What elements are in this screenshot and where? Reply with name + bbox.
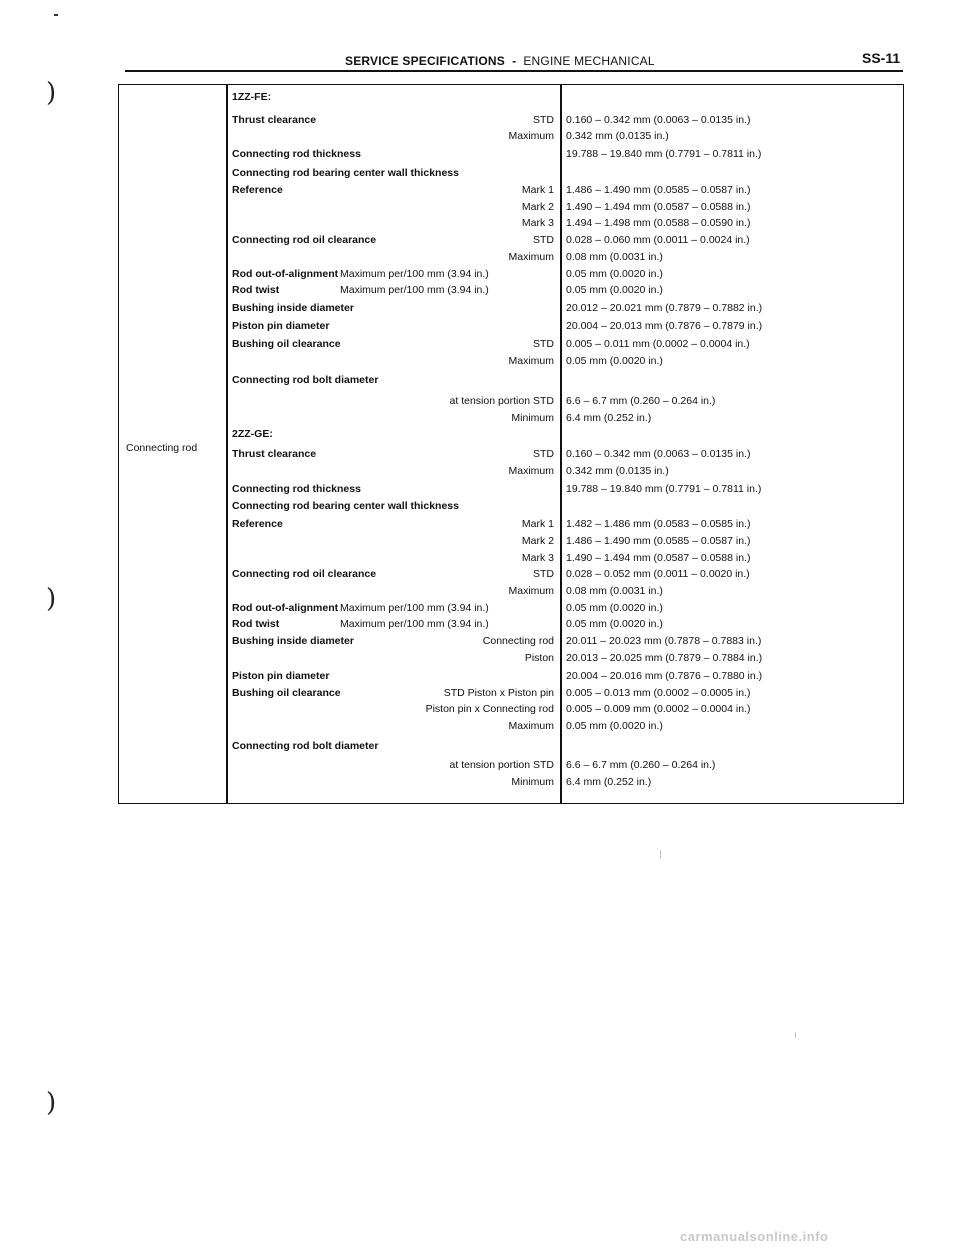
spec-row: [0, 184, 960, 198]
spec-row: [0, 395, 960, 409]
spec-qualifier: Maximum: [508, 585, 554, 597]
page-header-title: [345, 54, 655, 68]
spec-row: [0, 618, 960, 632]
spec-parameter: Connecting rod thickness: [232, 148, 361, 160]
spec-value: 0.005 – 0.009 mm (0.0002 – 0.0004 in.): [566, 703, 751, 715]
spec-parameter: Piston pin diameter: [232, 670, 330, 682]
spec-condition: Maximum per/100 mm (3.94 in.): [340, 618, 489, 630]
spec-row: [0, 703, 960, 717]
footer-watermark: carmanualsonline.info: [680, 1229, 829, 1244]
spec-qualifier: Mark 1: [521, 184, 554, 196]
spec-parameter: Bushing oil clearance: [232, 338, 341, 350]
spec-qualifier: STD: [533, 568, 554, 580]
spec-parameter: Rod out-of-alignment: [232, 268, 339, 280]
spec-qualifier: Maximum: [508, 355, 554, 367]
spec-value: 20.004 – 20.013 mm (0.7876 – 0.7879 in.): [566, 320, 763, 332]
spec-value: 0.05 mm (0.0020 in.): [566, 720, 663, 732]
spec-value: 1.490 – 1.494 mm (0.0587 – 0.0588 in.): [566, 552, 751, 564]
spec-qualifier: Mark 3: [521, 217, 554, 229]
spec-parameter: Connecting rod bearing center wall thickness: [232, 167, 459, 179]
page-number: SS-11: [862, 50, 901, 66]
spec-parameter: Rod twist: [232, 284, 280, 296]
spec-qualifier: Piston: [524, 652, 554, 664]
spec-parameter: Bushing oil clearance: [232, 687, 341, 699]
spec-row: [0, 412, 960, 426]
scan-mark: [54, 14, 58, 16]
spec-value: 6.4 mm (0.252 in.): [566, 412, 652, 424]
spec-parameter: Connecting rod bolt diameter: [232, 740, 379, 752]
spec-value: 0.05 mm (0.0020 in.): [566, 618, 663, 630]
spec-qualifier: STD: [533, 114, 554, 126]
spec-qualifier: Maximum: [508, 251, 554, 263]
spec-value: 1.494 – 1.498 mm (0.0588 – 0.0590 in.): [566, 217, 751, 229]
spec-parameter: Thrust clearance: [232, 114, 317, 126]
spec-qualifier: STD: [533, 338, 554, 350]
spec-qualifier: Mark 1: [521, 518, 554, 530]
spec-row: [0, 535, 960, 549]
spec-parameter: Connecting rod oil clearance: [232, 568, 377, 580]
spec-qualifier: STD: [533, 448, 554, 460]
spec-qualifier: Maximum: [508, 130, 554, 142]
spec-row: [0, 428, 960, 442]
spec-parameter: Connecting rod oil clearance: [232, 234, 377, 246]
spec-row: [0, 114, 960, 128]
spec-value: 0.028 – 0.052 mm (0.0011 – 0.0020 in.): [566, 568, 750, 580]
spec-parameter: Connecting rod bearing center wall thickness: [232, 500, 459, 512]
spec-parameter: 2ZZ-GE:: [232, 428, 273, 440]
spec-qualifier: Piston pin x Connecting rod: [425, 703, 554, 715]
spec-qualifier: Maximum: [508, 720, 554, 732]
spec-row: [0, 130, 960, 144]
spec-row: [0, 500, 960, 514]
spec-value: 0.05 mm (0.0020 in.): [566, 268, 663, 280]
spec-row: [0, 374, 960, 388]
spec-parameter: 1ZZ-FE:: [232, 91, 272, 103]
spec-value: 20.004 – 20.016 mm (0.7876 – 0.7880 in.): [566, 670, 763, 682]
spec-qualifier: at tension portion STD: [449, 759, 554, 771]
binding-hole-mark: ): [46, 78, 57, 108]
spec-parameter: Reference: [232, 518, 283, 530]
spec-row: [0, 635, 960, 649]
spec-value: 6.6 – 6.7 mm (0.260 – 0.264 in.): [566, 759, 716, 771]
spec-qualifier: Mark 2: [521, 535, 554, 547]
spec-value: 6.6 – 6.7 mm (0.260 – 0.264 in.): [566, 395, 716, 407]
spec-value: 0.160 – 0.342 mm (0.0063 – 0.0135 in.): [566, 114, 751, 126]
spec-value: 19.788 – 19.840 mm (0.7791 – 0.7811 in.): [566, 483, 762, 495]
spec-row: [0, 148, 960, 162]
spec-value: 20.013 – 20.025 mm (0.7879 – 0.7884 in.): [566, 652, 763, 664]
spec-parameter: Piston pin diameter: [232, 320, 330, 332]
spec-value: 1.486 – 1.490 mm (0.0585 – 0.0587 in.): [566, 535, 751, 547]
spec-parameter: Connecting rod bolt diameter: [232, 374, 379, 386]
spec-value: 1.482 – 1.486 mm (0.0583 – 0.0585 in.): [566, 518, 751, 530]
spec-row: [0, 217, 960, 231]
spec-condition: Maximum per/100 mm (3.94 in.): [340, 602, 489, 614]
spec-parameter: Bushing inside diameter: [232, 302, 354, 314]
spec-value: 0.05 mm (0.0020 in.): [566, 602, 663, 614]
spec-value: 0.342 mm (0.0135 in.): [566, 130, 669, 142]
spec-qualifier: Maximum: [508, 465, 554, 477]
spec-row: [0, 483, 960, 497]
spec-row: [0, 338, 960, 352]
spec-value: 0.342 mm (0.0135 in.): [566, 465, 669, 477]
spec-value: 0.08 mm (0.0031 in.): [566, 251, 663, 263]
spec-row: [0, 268, 960, 282]
spec-row: [0, 251, 960, 265]
binding-hole-mark: ): [46, 1088, 57, 1118]
spec-qualifier: at tension portion STD: [449, 395, 554, 407]
spec-parameter: Reference: [232, 184, 283, 196]
spec-condition: Maximum per/100 mm (3.94 in.): [340, 268, 489, 280]
spec-row: [0, 670, 960, 684]
spec-parameter: Bushing inside diameter: [232, 635, 354, 647]
spec-value: 19.788 – 19.840 mm (0.7791 – 0.7811 in.): [566, 148, 762, 160]
spec-row: [0, 167, 960, 181]
header-separator: -: [512, 54, 517, 68]
header-subsection: ENGINE MECHANICAL: [523, 54, 655, 68]
spec-row: [0, 720, 960, 734]
spec-parameter: Rod twist: [232, 618, 280, 630]
spec-qualifier: Mark 2: [521, 201, 554, 213]
spec-qualifier: Minimum: [511, 412, 554, 424]
spec-value: 20.011 – 20.023 mm (0.7878 – 0.7883 in.): [566, 635, 762, 647]
header-section: SERVICE SPECIFICATIONS: [345, 54, 505, 68]
spec-row: [0, 355, 960, 369]
spec-value: 1.486 – 1.490 mm (0.0585 – 0.0587 in.): [566, 184, 751, 196]
spec-row: [0, 91, 960, 105]
spec-row: [0, 518, 960, 532]
component-label: Connecting rod: [126, 442, 198, 454]
spec-row: [0, 201, 960, 215]
spec-row: [0, 552, 960, 566]
spec-row: [0, 234, 960, 248]
spec-row: [0, 687, 960, 701]
spec-row: [0, 652, 960, 666]
spec-condition: Maximum per/100 mm (3.94 in.): [340, 284, 489, 296]
spec-row: [0, 776, 960, 790]
spec-value: 0.005 – 0.013 mm (0.0002 – 0.0005 in.): [566, 687, 751, 699]
spec-row: [0, 585, 960, 599]
scan-dot: [660, 850, 661, 858]
spec-qualifier: Minimum: [511, 776, 554, 788]
header-rule: [125, 70, 903, 72]
spec-qualifier: Connecting rod: [482, 635, 554, 647]
spec-value: 20.012 – 20.021 mm (0.7879 – 0.7882 in.): [566, 302, 763, 314]
spec-row: [0, 568, 960, 582]
scan-dot: [795, 1032, 796, 1038]
spec-parameter: Rod out-of-alignment: [232, 602, 339, 614]
spec-value: 0.005 – 0.011 mm (0.0002 – 0.0004 in.): [566, 338, 750, 350]
spec-row: [0, 448, 960, 462]
spec-row: [0, 759, 960, 773]
spec-value: 0.028 – 0.060 mm (0.0011 – 0.0024 in.): [566, 234, 750, 246]
spec-row: [0, 284, 960, 298]
spec-qualifier: STD: [533, 234, 554, 246]
spec-value: 0.08 mm (0.0031 in.): [566, 585, 663, 597]
spec-value: 0.160 – 0.342 mm (0.0063 – 0.0135 in.): [566, 448, 751, 460]
spec-parameter: Connecting rod thickness: [232, 483, 361, 495]
spec-qualifier: Mark 3: [521, 552, 554, 564]
spec-value: 6.4 mm (0.252 in.): [566, 776, 652, 788]
spec-qualifier: STD Piston x Piston pin: [443, 687, 554, 699]
spec-row: [0, 302, 960, 316]
spec-value: 0.05 mm (0.0020 in.): [566, 355, 663, 367]
binding-hole-mark: ): [46, 584, 57, 614]
spec-value: 1.490 – 1.494 mm (0.0587 – 0.0588 in.): [566, 201, 751, 213]
spec-row: [0, 320, 960, 334]
spec-row: [0, 465, 960, 479]
spec-row: [0, 740, 960, 754]
spec-value: 0.05 mm (0.0020 in.): [566, 284, 663, 296]
spec-row: [0, 602, 960, 616]
spec-parameter: Thrust clearance: [232, 448, 317, 460]
